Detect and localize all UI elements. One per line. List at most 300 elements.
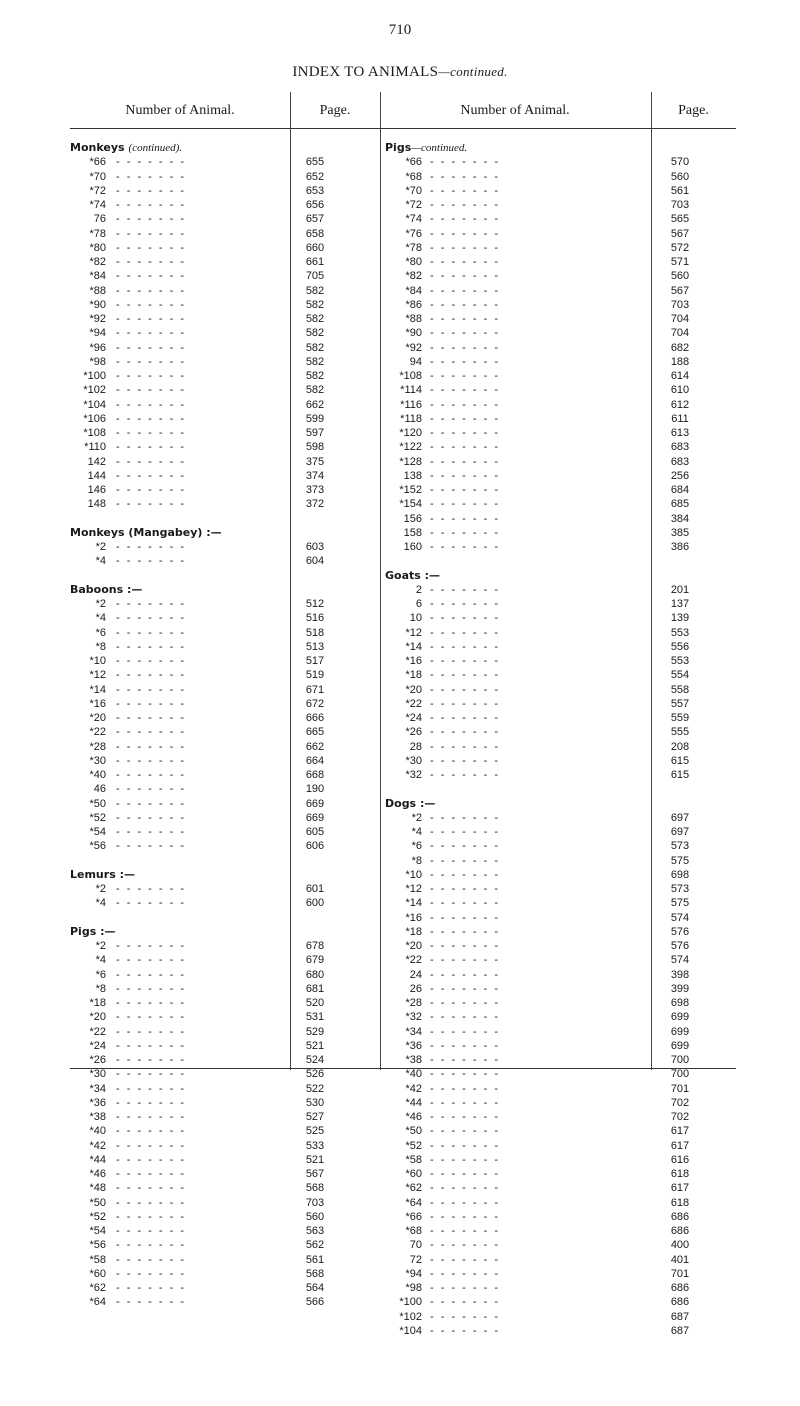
index-entry: [380, 412, 725, 426]
leader-dashes: - - - - - - -: [116, 1068, 186, 1081]
animal-number: *4: [95, 954, 106, 967]
page-reference: 555: [670, 726, 690, 739]
leader-dashes: - - - - - - -: [116, 940, 186, 952]
page-reference: 374: [305, 469, 325, 482]
index-entry: [380, 312, 725, 326]
index-entry: [70, 1196, 370, 1210]
leader-dashes: - - - - - - -: [430, 156, 500, 169]
animal-number: *114: [400, 384, 422, 397]
leader-dashes: - - - - - - -: [116, 341, 186, 354]
animal-number: *34: [89, 1082, 106, 1095]
leader-dashes: - - - - - - -: [116, 412, 186, 425]
animal-number: *50: [89, 797, 106, 810]
leader-dashes: - - - - - - -: [116, 1210, 186, 1223]
animal-number: *28: [405, 997, 422, 1009]
leader-dashes: - - - - - - -: [430, 883, 500, 895]
leader-dashes: - - - - - - -: [430, 1082, 500, 1095]
index-entry: [70, 170, 370, 184]
animal-number: *54: [89, 826, 106, 838]
page-reference: 610: [670, 384, 690, 397]
index-entry: [380, 911, 725, 925]
index-entry: [70, 184, 370, 198]
index-entry: [70, 1267, 370, 1281]
animal-number: *50: [89, 1196, 106, 1209]
page-reference: 668: [305, 769, 325, 781]
leader-dashes: - - - - - - -: [116, 712, 186, 724]
index-entry: [70, 483, 370, 497]
leader-dashes: - - - - - - -: [116, 384, 186, 397]
leader-dashes: - - - - - - -: [430, 726, 500, 739]
page-reference: 560: [670, 270, 690, 283]
leader-dashes: - - - - - - -: [430, 1282, 500, 1294]
index-entry: [70, 1082, 370, 1096]
leader-dashes: - - - - - - -: [430, 1054, 500, 1066]
spacer: [70, 854, 370, 868]
leader-dashes: - - - - - - -: [430, 612, 500, 625]
page-reference: 372: [305, 498, 325, 511]
index-entry: [70, 797, 370, 811]
page-reference: 557: [670, 697, 690, 710]
animal-number: *72: [405, 199, 422, 211]
index-entry: [380, 896, 725, 910]
animal-number: *98: [405, 1282, 422, 1294]
index-entry: [380, 1110, 725, 1124]
leader-dashes: - - - - - - -: [430, 298, 500, 311]
index-entry: [380, 455, 725, 469]
leader-dashes: - - - - - - -: [430, 284, 500, 297]
index-entry: [380, 725, 725, 739]
leader-dashes: - - - - - - -: [430, 868, 500, 881]
leader-dashes: - - - - - - -: [116, 170, 186, 183]
index-entry: [380, 1267, 725, 1281]
animal-number: *20: [89, 712, 106, 724]
index-entry: [380, 768, 725, 782]
index-entry: [380, 626, 725, 640]
index-entry: [70, 284, 370, 298]
page-reference: 687: [670, 1310, 690, 1323]
index-entry: [70, 426, 370, 440]
index-entry: [70, 1295, 370, 1309]
leader-dashes: - - - - - - -: [116, 769, 186, 781]
title-text: INDEX TO ANIMALS: [292, 64, 439, 80]
page-reference: 681: [305, 982, 325, 995]
animal-number: *42: [89, 1139, 106, 1152]
leader-dashes: - - - - - - -: [430, 170, 500, 183]
index-entry: [70, 455, 370, 469]
animal-number: *76: [405, 227, 422, 240]
section-name: Baboons :—: [70, 582, 143, 596]
page-reference: 208: [670, 740, 690, 753]
page-reference: 575: [670, 854, 690, 867]
leader-dashes: - - - - - - -: [116, 156, 186, 169]
index-entry: [70, 811, 370, 825]
animal-number: *58: [89, 1253, 106, 1266]
index-entry: [380, 369, 725, 383]
page-title: [0, 64, 800, 81]
leader-dashes: - - - - - - -: [116, 797, 186, 810]
index-entry: [380, 640, 725, 654]
page-reference: 615: [670, 769, 690, 781]
page-reference: 521: [305, 1153, 325, 1166]
animal-number: *152: [399, 484, 422, 496]
index-entry: [380, 383, 725, 397]
animal-number: *78: [405, 241, 422, 254]
animal-number: *92: [405, 341, 422, 354]
animal-number: *58: [405, 1153, 422, 1166]
page-reference: 656: [305, 199, 325, 211]
leader-dashes: - - - - - - -: [116, 1096, 186, 1109]
index-entry: [380, 839, 725, 853]
animal-number: *60: [89, 1267, 106, 1280]
page-reference: 601: [305, 883, 325, 895]
leader-dashes: - - - - - - -: [116, 840, 186, 853]
spacer: [380, 782, 725, 796]
page-reference: 563: [305, 1225, 325, 1237]
animal-number: *8: [95, 982, 106, 995]
page-reference: 571: [670, 256, 690, 268]
header-rule: [70, 128, 736, 129]
animal-number: *10: [89, 655, 106, 667]
left-animal-header: Number of Animal.: [125, 103, 235, 118]
spacer: [70, 569, 370, 583]
leader-dashes: - - - - - - -: [116, 669, 186, 682]
index-entry: [70, 1281, 370, 1295]
index-entry: [70, 839, 370, 853]
leader-dashes: - - - - - - -: [430, 626, 500, 639]
page-reference: 582: [305, 284, 325, 297]
animal-number: *80: [405, 256, 422, 268]
index-entry: [380, 1281, 725, 1295]
page-reference: 657: [305, 213, 325, 226]
page-reference: 699: [670, 1011, 690, 1024]
page-reference: 573: [670, 840, 690, 853]
page-reference: 701: [670, 1082, 690, 1095]
page-reference: 525: [305, 1125, 325, 1138]
leader-dashes: - - - - - - -: [116, 1039, 186, 1052]
index-entry: [70, 597, 370, 611]
page-reference: 533: [305, 1139, 325, 1152]
animal-number: *78: [89, 227, 106, 240]
section-note: (continued).: [128, 142, 182, 154]
page-reference: 518: [305, 626, 325, 639]
index-entry: [380, 1053, 725, 1067]
page-reference: 373: [305, 484, 325, 496]
leader-dashes: - - - - - - -: [116, 1054, 186, 1066]
index-entry: [70, 212, 370, 226]
animal-number: *2: [95, 598, 106, 610]
index-entry: [380, 683, 725, 697]
index-entry: [70, 782, 370, 796]
page-reference: 685: [670, 498, 690, 511]
index-entry: [70, 1039, 370, 1053]
index-entry: [380, 198, 725, 212]
page-reference: 568: [305, 1267, 325, 1280]
leader-dashes: - - - - - - -: [430, 241, 500, 254]
animal-number: *38: [405, 1054, 422, 1066]
page-reference: 605: [305, 826, 325, 838]
page-reference: 671: [305, 683, 325, 696]
animal-number: *12: [405, 626, 422, 639]
page-reference: 700: [670, 1054, 690, 1066]
animal-number: *18: [89, 997, 106, 1009]
index-entry: [380, 341, 725, 355]
leader-dashes: - - - - - - -: [430, 968, 500, 981]
leader-dashes: - - - - - - -: [430, 498, 500, 511]
page-reference: 567: [305, 1168, 325, 1180]
page-reference: 704: [670, 327, 690, 340]
animal-number: *96: [89, 341, 106, 354]
leader-dashes: - - - - - - -: [116, 469, 186, 482]
index-entry: [70, 227, 370, 241]
index-entry: [380, 540, 725, 554]
animal-number: *80: [89, 241, 106, 254]
animal-number: *20: [405, 940, 422, 952]
page-reference: 683: [670, 455, 690, 468]
right-page-header: Page.: [678, 103, 709, 118]
leader-dashes: - - - - - - -: [430, 370, 500, 382]
right-animal-header: Number of Animal.: [460, 103, 570, 118]
index-entry: [380, 754, 725, 768]
leader-dashes: - - - - - - -: [430, 740, 500, 753]
leader-dashes: - - - - - - -: [430, 1182, 500, 1195]
page-reference: 527: [305, 1111, 325, 1123]
page-reference: 703: [670, 298, 690, 311]
leader-dashes: - - - - - - -: [430, 583, 500, 596]
page-reference: 256: [670, 469, 690, 482]
index-entry: [380, 1295, 725, 1309]
leader-dashes: - - - - - - -: [116, 1253, 186, 1266]
leader-dashes: - - - - - - -: [116, 227, 186, 240]
page-reference: 400: [670, 1239, 690, 1252]
animal-number: *14: [405, 640, 422, 653]
index-entry: [70, 1067, 370, 1081]
animal-number: 46: [93, 783, 106, 796]
animal-number: *92: [89, 313, 106, 325]
section-heading: [70, 868, 370, 882]
leader-dashes: - - - - - - -: [116, 1296, 186, 1309]
index-entry: [70, 1238, 370, 1252]
leader-dashes: - - - - - - -: [430, 184, 500, 197]
animal-number: 156: [403, 512, 422, 525]
animal-number: *52: [89, 1210, 106, 1223]
page-reference: 697: [670, 826, 690, 838]
page-reference: 573: [670, 883, 690, 895]
leader-dashes: - - - - - - -: [116, 270, 186, 283]
index-entry: [380, 298, 725, 312]
page-reference: 678: [305, 940, 325, 952]
index-entry: [70, 939, 370, 953]
page-reference: 188: [670, 355, 690, 368]
animal-number: *110: [84, 441, 106, 454]
page-reference: 658: [305, 227, 325, 240]
index-entry: [380, 512, 725, 526]
page-reference: 190: [305, 783, 325, 796]
animal-number: *22: [405, 954, 422, 967]
page-reference: 553: [670, 626, 690, 639]
leader-dashes: - - - - - - -: [116, 683, 186, 696]
index-entry: [380, 1153, 725, 1167]
animal-number: *106: [83, 412, 106, 425]
leader-dashes: - - - - - - -: [116, 1182, 186, 1195]
leader-dashes: - - - - - - -: [116, 740, 186, 753]
index-entry: [70, 540, 370, 554]
section-name: Monkeys (Mangabey) :—: [70, 525, 222, 539]
index-entry: [380, 697, 725, 711]
animal-number: *84: [405, 284, 422, 297]
index-entry: [70, 554, 370, 568]
index-entry: [70, 1153, 370, 1167]
index-entry: [380, 440, 725, 454]
leader-dashes: - - - - - - -: [430, 1168, 500, 1180]
animal-number: *118: [400, 412, 422, 425]
animal-number: *82: [405, 270, 422, 283]
leader-dashes: - - - - - - -: [430, 355, 500, 368]
index-entry: [380, 1324, 725, 1338]
leader-dashes: - - - - - - -: [116, 1225, 186, 1237]
leader-dashes: - - - - - - -: [116, 284, 186, 297]
leader-dashes: - - - - - - -: [116, 313, 186, 325]
animal-number: 24: [409, 968, 422, 981]
index-entry: [380, 426, 725, 440]
page-reference: 560: [670, 170, 690, 183]
animal-number: 2: [415, 583, 422, 596]
index-entry: [70, 683, 370, 697]
page-reference: 672: [305, 697, 325, 710]
index-entry: [380, 1096, 725, 1110]
leader-dashes: - - - - - - -: [116, 1082, 186, 1095]
spacer: [70, 911, 370, 925]
index-entry: [380, 1082, 725, 1096]
index-entry: [380, 825, 725, 839]
leader-dashes: - - - - - - -: [430, 455, 500, 468]
page-reference: 618: [670, 1196, 690, 1209]
index-entry: [380, 1139, 725, 1153]
leader-dashes: - - - - - - -: [430, 256, 500, 268]
leader-dashes: - - - - - - -: [430, 1225, 500, 1237]
page-reference: 561: [670, 184, 690, 197]
leader-dashes: - - - - - - -: [430, 997, 500, 1009]
section-name: Pigs :—: [70, 924, 116, 938]
animal-number: *70: [405, 184, 422, 197]
animal-number: *20: [405, 683, 422, 696]
animal-number: *44: [405, 1096, 422, 1109]
animal-number: *102: [399, 1310, 422, 1323]
animal-number: *2: [95, 940, 106, 952]
leader-dashes: - - - - - - -: [116, 398, 186, 411]
animal-number: 6: [415, 598, 422, 610]
animal-number: 142: [87, 455, 106, 468]
index-entry: [380, 1238, 725, 1252]
page-reference: 612: [670, 398, 690, 411]
index-entry: [70, 996, 370, 1010]
animal-number: *74: [405, 213, 422, 226]
animal-number: *46: [405, 1111, 422, 1123]
index-entry: [380, 597, 725, 611]
animal-number: *16: [405, 911, 422, 924]
page-reference: 703: [305, 1196, 325, 1209]
animal-number: 144: [87, 469, 106, 482]
index-entry: [380, 868, 725, 882]
index-entry: [380, 469, 725, 483]
leader-dashes: - - - - - - -: [116, 427, 186, 439]
page-reference: 576: [670, 940, 690, 952]
page-reference: 582: [305, 384, 325, 397]
animal-number: *66: [405, 1210, 422, 1223]
animal-number: *26: [89, 1054, 106, 1066]
index-entry: [70, 768, 370, 782]
animal-number: *22: [89, 1025, 106, 1038]
index-entry: [70, 241, 370, 255]
animal-number: *94: [89, 327, 106, 340]
animal-number: *22: [89, 726, 106, 739]
animal-number: *88: [405, 313, 422, 325]
index-entry: [380, 1039, 725, 1053]
index-entry: [70, 1139, 370, 1153]
leader-dashes: - - - - - - -: [430, 1153, 500, 1166]
page-reference: 520: [305, 997, 325, 1009]
index-entry: [70, 640, 370, 654]
page-reference: 614: [670, 370, 690, 382]
page-reference: 566: [305, 1296, 325, 1309]
section-heading: [380, 141, 725, 155]
leader-dashes: - - - - - - -: [430, 469, 500, 482]
index-entry: [70, 825, 370, 839]
animal-number: *70: [89, 170, 106, 183]
page-reference: 562: [305, 1239, 325, 1252]
index-entry: [70, 1096, 370, 1110]
leader-dashes: - - - - - - -: [430, 1025, 500, 1038]
index-entry: [70, 1253, 370, 1267]
page-reference: 660: [305, 241, 325, 254]
page-reference: 582: [305, 370, 325, 382]
index-entry: [70, 882, 370, 896]
index-entry: [380, 526, 725, 540]
animal-number: *2: [95, 541, 106, 553]
index-entry: [380, 227, 725, 241]
page-reference: 698: [670, 997, 690, 1009]
page-reference: 385: [670, 526, 690, 539]
index-entry: [70, 269, 370, 283]
index-entry: [70, 1053, 370, 1067]
index-entry: [70, 725, 370, 739]
animal-number: *22: [405, 697, 422, 710]
page-reference: 686: [670, 1210, 690, 1223]
index-entry: [380, 811, 725, 825]
index-entry: [380, 1067, 725, 1081]
animal-number: *62: [89, 1282, 106, 1294]
animal-number: *4: [411, 826, 422, 838]
leader-dashes: - - - - - - -: [430, 598, 500, 610]
leader-dashes: - - - - - - -: [430, 911, 500, 924]
animal-number: *154: [399, 498, 422, 511]
page-reference: 665: [305, 726, 325, 739]
leader-dashes: - - - - - - -: [430, 1139, 500, 1152]
page-reference: 604: [305, 555, 325, 568]
leader-dashes: - - - - - - -: [116, 982, 186, 995]
leader-dashes: - - - - - - -: [116, 555, 186, 568]
right-index-column: [380, 141, 725, 1338]
page-reference: 567: [670, 284, 690, 297]
animal-number: *40: [89, 1125, 106, 1138]
page-reference: 137: [670, 598, 690, 610]
section-heading: [380, 569, 725, 583]
page-reference: 568: [305, 1182, 325, 1195]
animal-number: *56: [89, 1239, 106, 1252]
animal-number: *26: [405, 726, 422, 739]
page-reference: 572: [670, 241, 690, 254]
index-entry: [380, 882, 725, 896]
leader-dashes: - - - - - - -: [430, 1096, 500, 1109]
